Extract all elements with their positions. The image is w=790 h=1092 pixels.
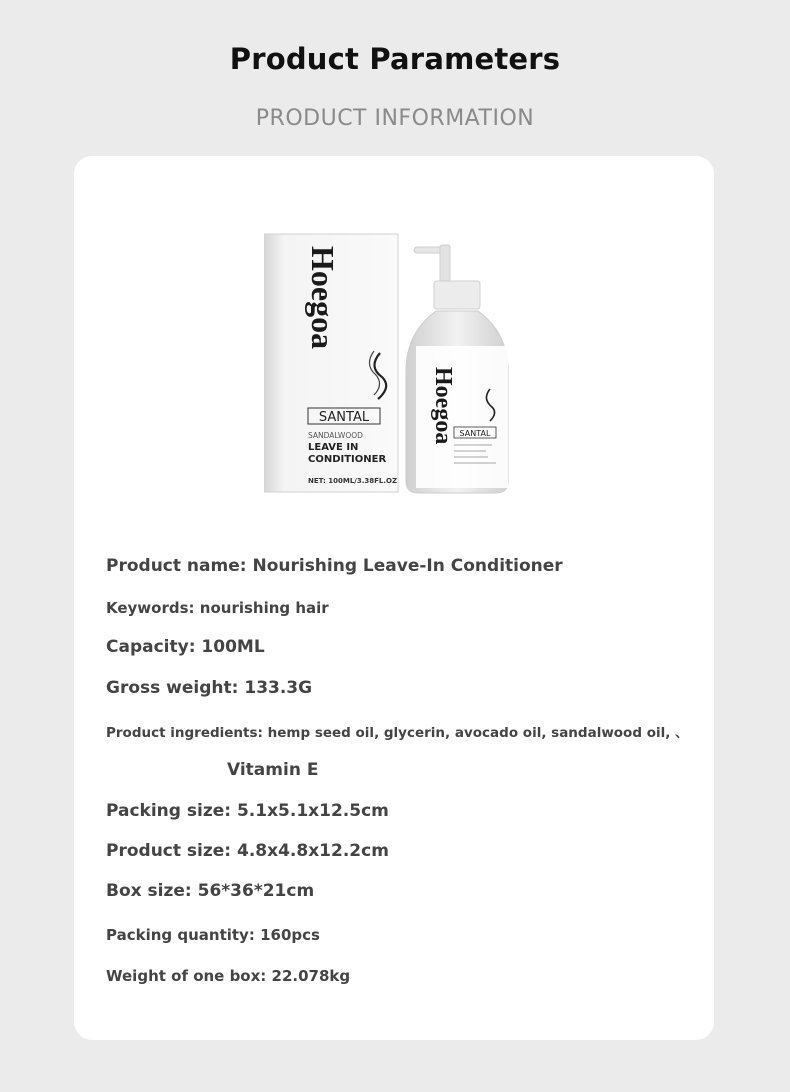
spec-packing-size: Packing size: 5.1x5.1x12.5cm <box>106 801 389 821</box>
spec-box-size: Box size: 56*36*21cm <box>106 881 315 901</box>
box-product2: CONDITIONER <box>308 454 387 465</box>
spec-gross-weight: Gross weight: 133.3G <box>106 678 313 698</box>
spec-packing-quantity: Packing quantity: 160pcs <box>106 926 320 944</box>
spec-ingredients-cont: Vitamin E <box>227 760 319 780</box>
product-info-card <box>74 156 714 1040</box>
box-net: NET: 100ML/3.38FL.OZ <box>308 477 398 485</box>
box-scent: SANDALWOOD <box>308 431 363 440</box>
box-brand: Hoegoa <box>305 246 341 350</box>
spec-capacity: Capacity: 100ML <box>106 637 265 657</box>
spec-product-size: Product size: 4.8x4.8x12.2cm <box>106 841 389 861</box>
spec-keywords: Keywords: nourishing hair <box>106 599 329 617</box>
box-line: SANTAL <box>318 410 370 425</box>
spec-product-name: Product name: Nourishing Leave-In Conditioner <box>106 556 563 576</box>
product-image <box>264 231 524 501</box>
spec-box-weight: Weight of one box: 22.078kg <box>106 967 351 985</box>
page-title: Product Parameters <box>229 42 561 76</box>
spec-ingredients: Product ingredients: hemp seed oil, glycerin, avocado oil, sandalwood oil, 、 <box>106 725 689 741</box>
bottle-line: SANTAL <box>459 429 491 438</box>
bottle-brand: Hoegoa <box>430 367 456 445</box>
page-subtitle: PRODUCT INFORMATION <box>255 106 535 131</box>
box-product: LEAVE IN <box>308 442 359 453</box>
